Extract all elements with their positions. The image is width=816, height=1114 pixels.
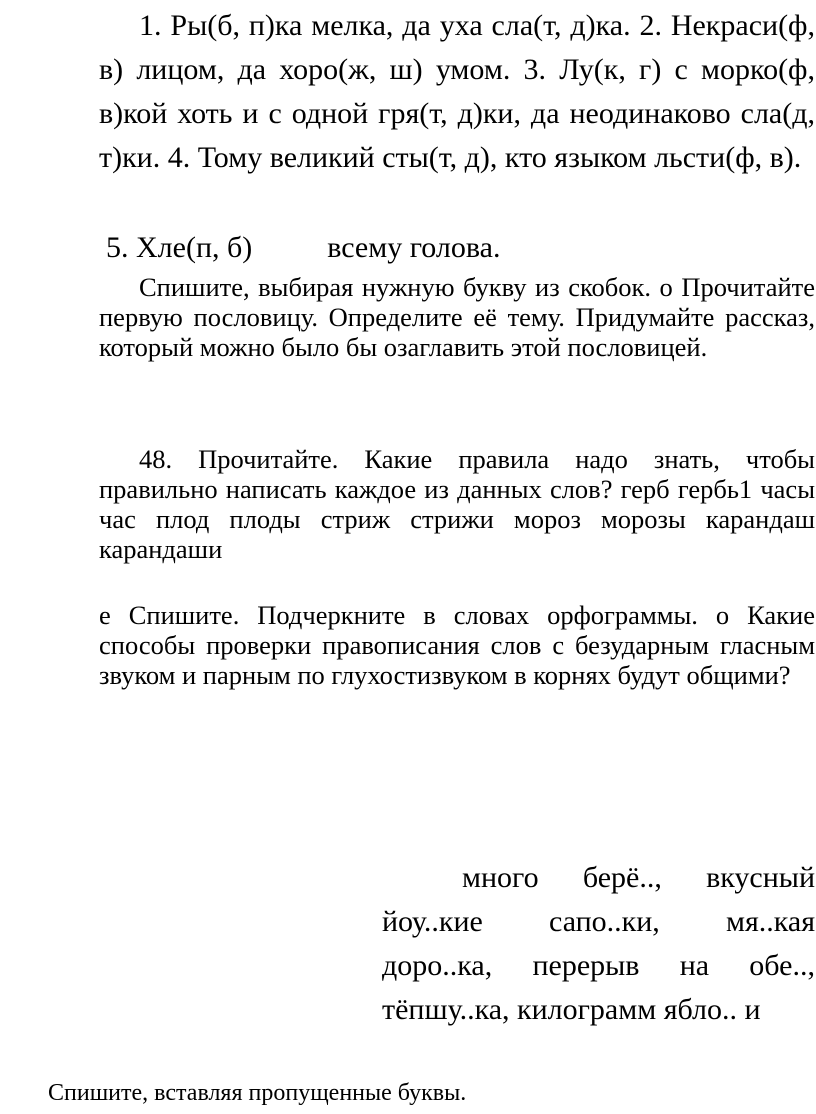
- exercise-48-paragraph: 48. Прочитайте. Какие правила надо знать, чтобы правильно написать каждое из данных слов? герб гербь1 часы час плод плоды стриж стрижи мороз морозы карандаш карандаши: [99, 444, 815, 564]
- proverbs-paragraph: 1. Ры(б, п)ка мелка, да уха сла(т, д)ка. 2. Некраси(ф, в) лицом, да хоро(ж, ш) умом. 3. Лу(к, г) с морко(ф, в)кой хоть и с одной гря(т, д)ки, да неодинаково сла(д, т)ки. 4. Тому великий сты(т, д), кто языком льсти(ф, в).: [99, 9, 815, 174]
- proverb-five-line: 5. Хле(п, б) всему голова.: [106, 231, 501, 264]
- final-instruction: Спишите, вставляя пропущенные буквы.: [48, 1080, 467, 1106]
- words-with-gaps-block: много берё.., вкусный йоу..кие сапо..ки, мя..кая доро..ка, перерыв на обе.., тёпшу..ка, килограмм ябло.. и: [382, 861, 815, 1026]
- task-two-paragraph: е Спишите. Подчеркните в словах орфограммы. о Какие способы проверки правописания слов с безударным гласным звуком и парным по глухостизвуком в корнях будут общими?: [99, 600, 815, 690]
- task-one-paragraph: Спишите, выбирая нужную букву из скобок. о Прочитайте первую пословицу. Определите её тему. Придумайте рассказ, который можно было бы озаглавить этой пословицей.: [99, 272, 815, 362]
